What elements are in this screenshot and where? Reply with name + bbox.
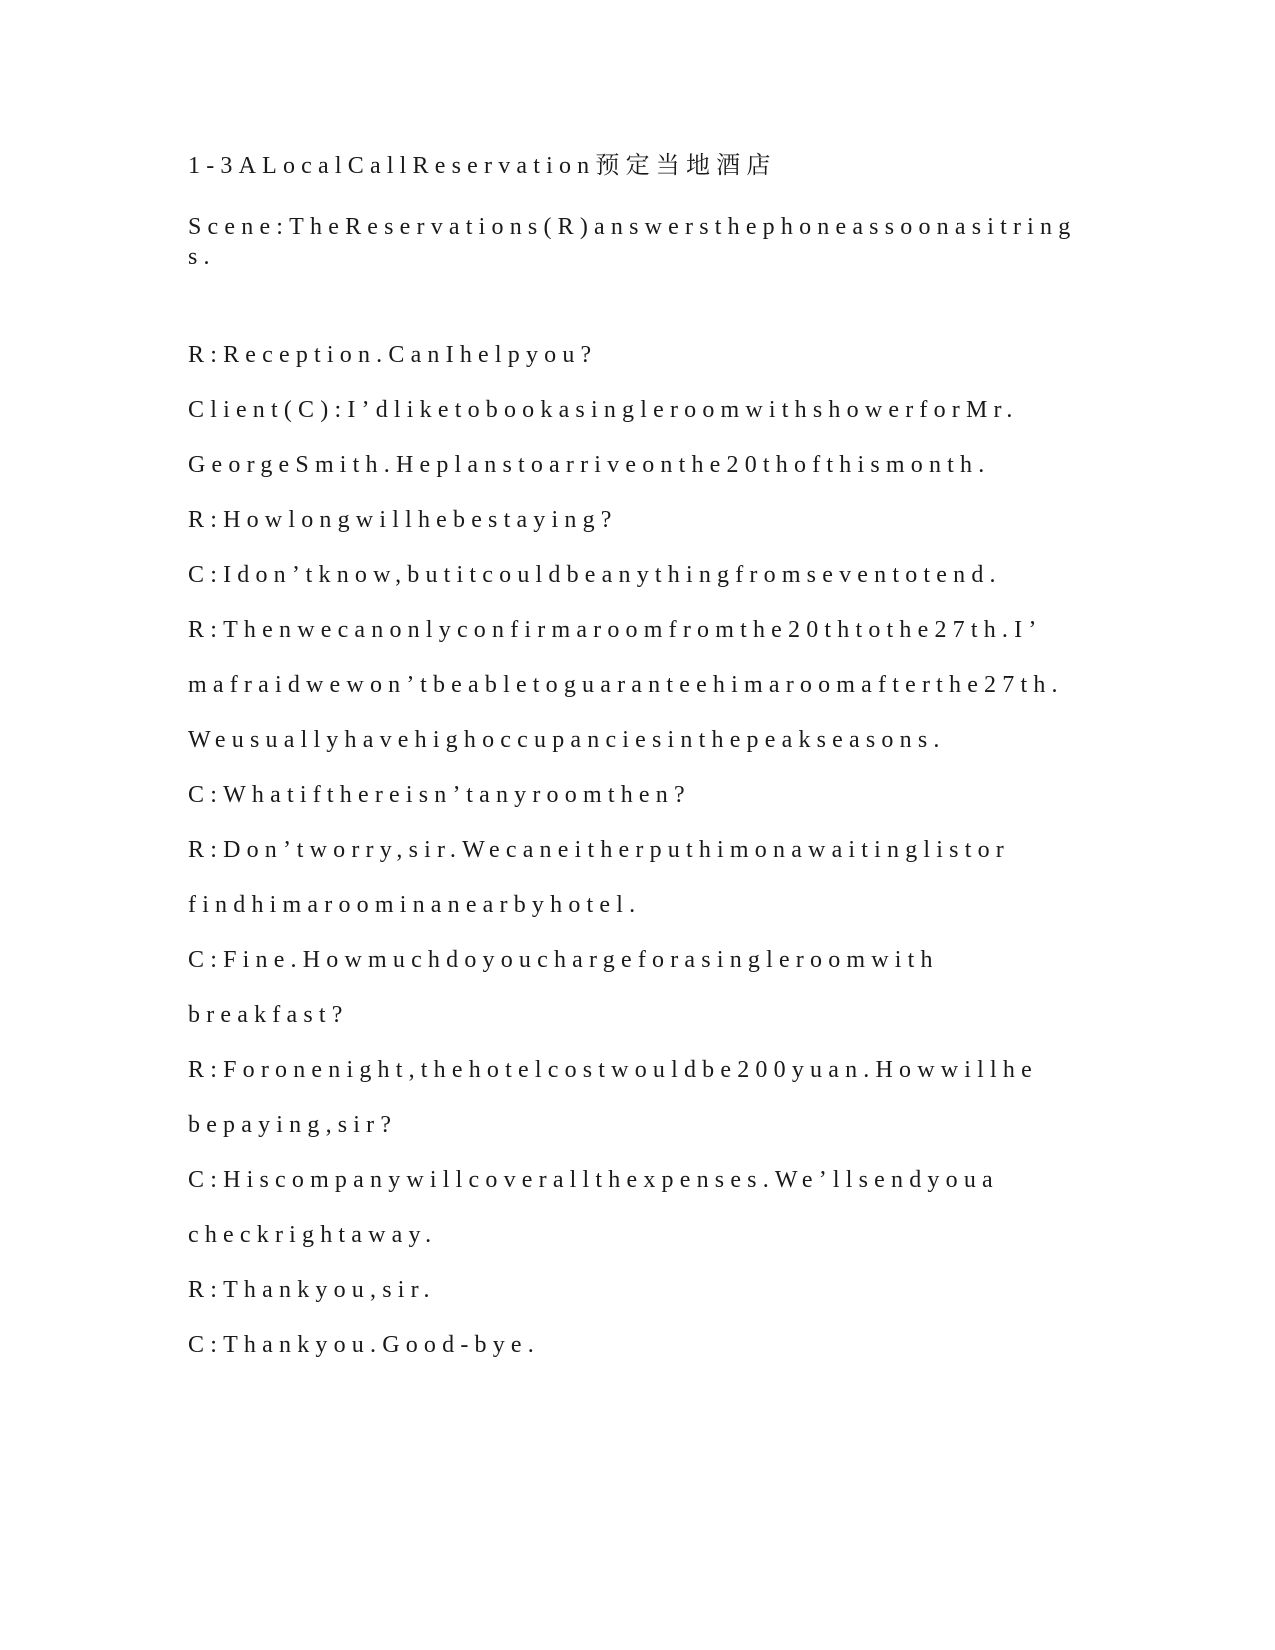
dialogue-line: C:Whatifthereisn’tanyroomthen?	[188, 782, 691, 808]
document-title: 1-3ALocalCallReservation预定当地酒店	[188, 153, 777, 179]
dialogue-line: C:Idon’tknow,butitcouldbeanythingfromseventotend.	[188, 562, 1002, 588]
dialogue-line: breakfast?	[188, 1002, 349, 1028]
dialogue-line: R:Don’tworry,sir.Wecaneitherputhimonawaitinglistor	[188, 837, 1010, 863]
scene-description: Scene:TheReservations(R)answersthephoneassoonasitrings.	[188, 214, 1077, 270]
dialogue-line: C:Fine.Howmuchdoyouchargeforasingleroomwith	[188, 947, 939, 973]
dialogue-line: R:Reception.CanIhelpyou?	[188, 342, 598, 368]
dialogue-line: R:Howlongwillhebestaying?	[188, 507, 618, 533]
dialogue-line: checkrightaway.	[188, 1222, 438, 1248]
dialogue-line: findhimaroominanearbyhotel.	[188, 892, 642, 918]
dialogue-line: bepaying,sir?	[188, 1112, 398, 1138]
dialogue-line: R:Thankyou,sir.	[188, 1277, 436, 1303]
dialogue-line: Weusuallyhavehighoccupanciesinthepeakseasons.	[188, 727, 946, 753]
dialogue-line: C:Thankyou.Good-bye.	[188, 1332, 540, 1358]
dialogue-line: R:Thenwecanonlyconfirmaroomfromthe20thtothe27th.I’	[188, 617, 1043, 643]
dialogue-line: R:Foronenight,thehotelcostwouldbe200yuan.Howwillhe	[188, 1057, 1038, 1083]
dialogue-line: mafraidwewon’tbeabletoguaranteehimaroomafterthe27th.	[188, 672, 1064, 698]
dialogue-line: GeorgeSmith.Heplanstoarriveonthe20thofthismonth.	[188, 452, 991, 478]
dialogue-line: Client(C):I’dliketobookasingleroomwithshowerforMr.	[188, 397, 1019, 423]
dialogue-line: C:Hiscompanywillcoverallthexpenses.We’llsendyoua	[188, 1167, 999, 1193]
